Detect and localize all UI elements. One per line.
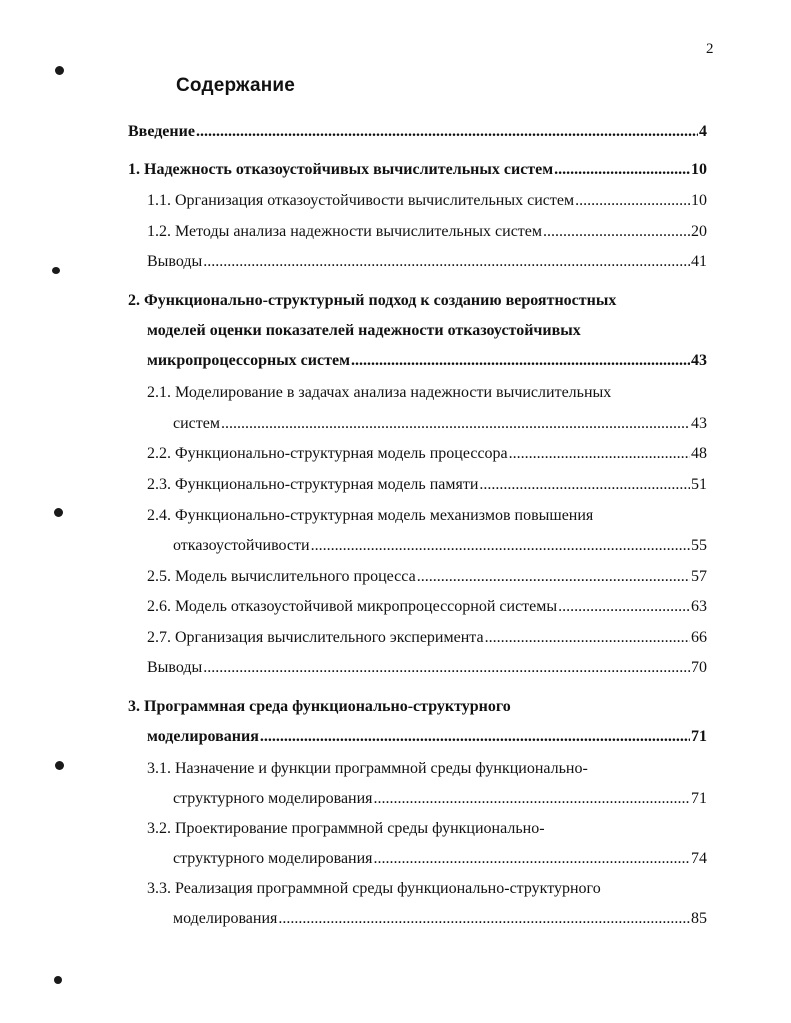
- toc-leader: [203, 252, 690, 272]
- toc-entry-page: 51: [691, 476, 707, 493]
- toc-entry-text: микропроцессорных систем: [147, 352, 350, 369]
- page-number: 2: [706, 41, 714, 57]
- toc-entry-text: Выводы: [147, 659, 203, 676]
- toc-entry-text: моделирования: [147, 728, 259, 745]
- toc-leader: [543, 222, 690, 242]
- toc-entry-page: 4: [699, 123, 707, 140]
- toc-entry-page: 55: [691, 537, 707, 554]
- toc-entry-text: 2.5. Модель вычислительного процесса: [147, 568, 416, 585]
- toc-entry-chapter-3-line1: 3. Программная среда функционально-структурного: [128, 698, 511, 715]
- toc-leader: [575, 191, 690, 211]
- toc-entry-chapter-3: [147, 727, 707, 747]
- toc-entry-intro: [128, 122, 707, 142]
- scan-speck: [55, 66, 64, 75]
- toc-entry-page: 70: [691, 659, 707, 676]
- toc-leader: [485, 628, 690, 648]
- toc-entry-text: структурного моделирования: [173, 850, 373, 867]
- toc-entry-1-2: [147, 222, 707, 242]
- toc-entry-3-3: [173, 909, 707, 929]
- toc-entry-text: моделирования: [173, 910, 278, 927]
- toc-entry-text: структурного моделирования: [173, 790, 373, 807]
- toc-entry-page: 20: [691, 223, 707, 240]
- toc-entry-page: 63: [691, 598, 707, 615]
- scan-speck: [52, 267, 60, 274]
- toc-entry-2-1: [173, 414, 707, 434]
- toc-entry-page: 43: [691, 415, 707, 432]
- toc-entry-3-2-line1: 3.2. Проектирование программной среды функционально-: [147, 820, 545, 837]
- toc-entry-chapter-1: [128, 160, 707, 180]
- toc-entry-text: отказоустойчивости: [173, 537, 310, 554]
- toc-leader: [351, 351, 690, 371]
- toc-leader: [221, 414, 690, 434]
- toc-leader: [260, 727, 690, 747]
- toc-entry-text: 1.1. Организация отказоустойчивости вычислительных систем: [147, 192, 575, 209]
- toc-entry-2-6: [147, 597, 707, 617]
- toc-entry-2-7: [147, 628, 707, 648]
- toc-leader: [509, 444, 690, 464]
- toc-entry-2-1-line1: 2.1. Моделирование в задачах анализа надежности вычислительных: [147, 384, 612, 401]
- toc-entry-text: 1.2. Методы анализа надежности вычислительных систем: [147, 223, 543, 240]
- scan-speck: [55, 761, 64, 770]
- toc-leader: [203, 658, 690, 678]
- toc-entry-2-4: [173, 536, 707, 556]
- toc-entry-page: 10: [691, 192, 707, 209]
- toc-leader: [558, 597, 690, 617]
- toc-leader: [374, 789, 690, 809]
- toc-entry-page: 71: [691, 790, 707, 807]
- toc-entry-page: 85: [691, 910, 707, 927]
- toc-leader: [554, 160, 690, 180]
- toc-entry-page: 10: [691, 161, 707, 178]
- toc-entry-conclusions-2: [147, 658, 707, 678]
- scan-speck: [54, 976, 62, 984]
- toc-entry-3-1-line1: 3.1. Назначение и функции программной среды функционально-: [147, 760, 588, 777]
- toc-leader: [311, 536, 690, 556]
- toc-entry-text: 2.7. Организация вычислительного эксперимента: [147, 629, 484, 646]
- toc-leader: [374, 849, 690, 869]
- toc-entry-page: 43: [691, 352, 707, 369]
- toc-entry-page: 71: [691, 728, 707, 745]
- toc-leader: [196, 122, 698, 142]
- toc-leader: [417, 567, 690, 587]
- toc-entry-text: 2.2. Функционально-структурная модель процессора: [147, 445, 508, 462]
- scan-speck: [54, 508, 63, 517]
- toc-entry-text: Выводы: [147, 253, 203, 270]
- toc-entry-text: 2.6. Модель отказоустойчивой микропроцессорной системы: [147, 598, 558, 615]
- toc-entry-text: 2.3. Функционально-структурная модель памяти: [147, 476, 479, 493]
- toc-title: Содержание: [176, 75, 296, 96]
- toc-entry-2-5: [147, 567, 707, 587]
- toc-entry-page: 41: [691, 253, 707, 270]
- toc-entry-3-1: [173, 789, 707, 809]
- toc-entry-chapter-2-line1: 2. Функционально-структурный подход к созданию вероятностных: [128, 292, 617, 309]
- toc-entry-page: 57: [691, 568, 707, 585]
- toc-entry-2-3: [147, 475, 707, 495]
- toc-leader: [278, 909, 690, 929]
- toc-entry-chapter-2: [147, 351, 707, 371]
- toc-entry-text: систем: [173, 415, 220, 432]
- toc-entry-text: Введение: [128, 123, 195, 140]
- toc-entry-text: 1. Надежность отказоустойчивых вычислительных систем: [128, 161, 554, 178]
- toc-entry-2-4-line1: 2.4. Функционально-структурная модель механизмов повышения: [147, 507, 594, 524]
- toc-entry-page: 48: [691, 445, 707, 462]
- toc-entry-conclusions-1: [147, 252, 707, 272]
- toc-entry-3-2: [173, 849, 707, 869]
- toc-entry-1-1: [147, 191, 707, 211]
- toc-leader: [479, 475, 690, 495]
- toc-entry-2-2: [147, 444, 707, 464]
- toc-entry-page: 74: [691, 850, 707, 867]
- toc-entry-page: 66: [691, 629, 707, 646]
- toc-entry-chapter-2-line2: моделей оценки показателей надежности отказоустойчивых: [147, 322, 581, 339]
- toc-entry-3-3-line1: 3.3. Реализация программной среды функционально-структурного: [147, 880, 601, 897]
